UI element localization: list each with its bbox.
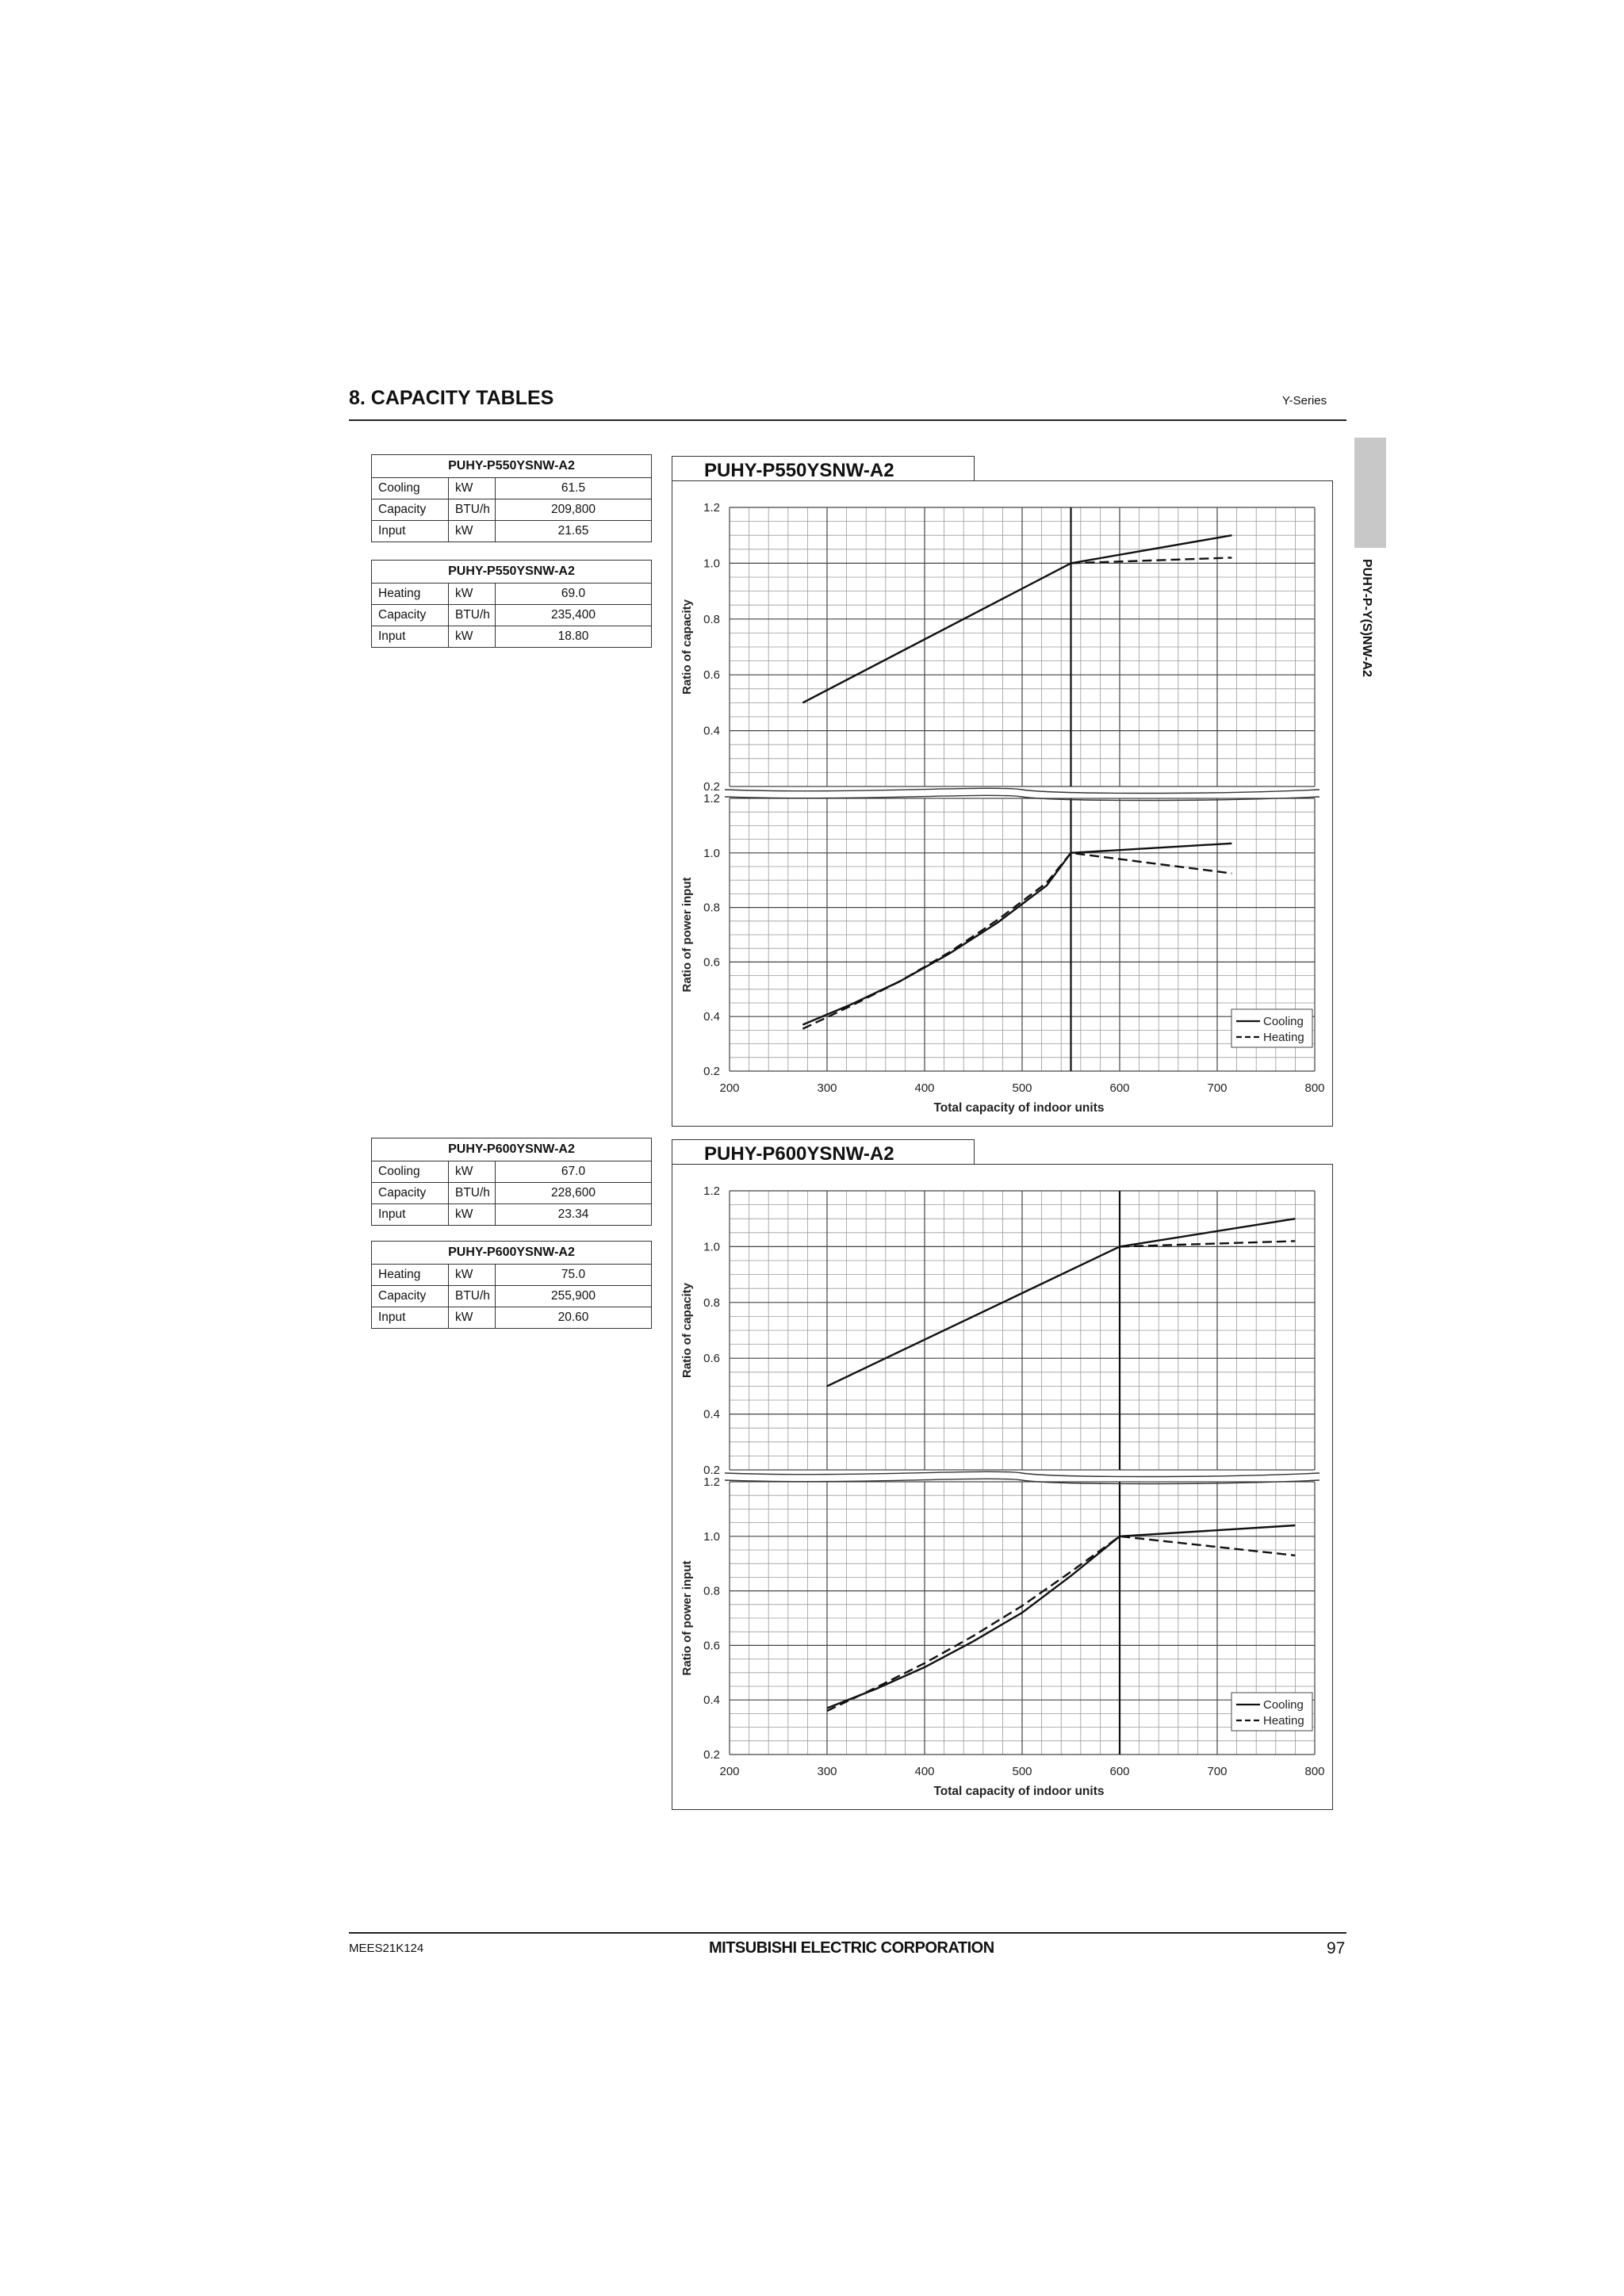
row-unit: BTU/h <box>449 499 496 521</box>
row-value: 21.65 <box>496 521 652 542</box>
y-tick-label: 0.4 <box>703 724 720 738</box>
row-label: Input <box>372 521 449 542</box>
x-tick-label: 800 <box>1304 1765 1325 1778</box>
row-label: Cooling <box>372 1161 449 1183</box>
spec-table-p600-heating <box>371 1241 652 1329</box>
side-tab <box>1354 438 1386 548</box>
y-axis-label: Ratio of capacity <box>680 599 694 695</box>
chart-panel-power-input <box>680 1475 1315 1762</box>
series-label: Y-Series <box>1282 394 1327 408</box>
x-tick-label: 400 <box>914 1765 935 1778</box>
table-row <box>372 478 652 499</box>
row-value: 23.34 <box>496 1204 652 1226</box>
legend-label: Cooling <box>1263 1698 1304 1712</box>
spec-table-p550-cooling <box>371 454 652 542</box>
x-tick-label: 500 <box>1012 1765 1032 1778</box>
chart-panel-capacity <box>680 501 1315 794</box>
table-row <box>372 1265 652 1286</box>
row-value: 235,400 <box>496 605 652 626</box>
y-tick-label: 1.0 <box>703 846 720 860</box>
chart-panel-capacity <box>680 1184 1315 1477</box>
capacity-chart-p550 <box>672 481 1334 1127</box>
y-tick-label: 0.4 <box>703 1693 720 1708</box>
row-unit: kW <box>449 584 496 605</box>
y-tick-label: 0.8 <box>703 901 720 915</box>
y-tick-label: 1.2 <box>703 1184 720 1198</box>
row-label: Capacity <box>372 1286 449 1307</box>
y-tick-label: 0.6 <box>703 1352 720 1366</box>
table-row <box>372 1307 652 1329</box>
company-name: MITSUBISHI ELECTRIC CORPORATION <box>709 1939 994 1957</box>
capacity-chart-p600 <box>672 1165 1334 1811</box>
row-unit: kW <box>449 1204 496 1226</box>
chart-title: PUHY-P600YSNW-A2 <box>672 1139 975 1165</box>
row-value: 61.5 <box>496 478 652 499</box>
spec-table-p550-heating <box>371 560 652 648</box>
row-label: Capacity <box>372 1183 449 1204</box>
footer-divider <box>349 1932 1346 1934</box>
row-value: 255,900 <box>496 1286 652 1307</box>
row-unit: kW <box>449 478 496 499</box>
y-tick-label: 1.2 <box>703 1475 720 1489</box>
x-axis-label: Total capacity of indoor units <box>933 1785 1105 1798</box>
y-tick-label: 0.8 <box>703 612 720 626</box>
series-line-heating <box>802 853 1231 1029</box>
row-label: Heating <box>372 584 449 605</box>
row-label: Capacity <box>372 605 449 626</box>
x-tick-label: 500 <box>1012 1081 1032 1095</box>
chart-panel-power-input <box>680 792 1315 1078</box>
spec-table-model: PUHY-P600YSNW-A2 <box>372 1242 652 1265</box>
y-tick-label: 0.6 <box>703 955 720 970</box>
x-tick-label: 300 <box>817 1765 837 1778</box>
x-tick-label: 600 <box>1109 1765 1130 1778</box>
chart-legend <box>1231 1009 1312 1047</box>
y-tick-label: 0.2 <box>703 1464 720 1477</box>
y-tick-label: 0.6 <box>703 1639 720 1653</box>
y-tick-label: 0.6 <box>703 668 720 683</box>
table-row <box>372 1286 652 1307</box>
y-tick-label: 1.2 <box>703 501 720 515</box>
row-label: Cooling <box>372 478 449 499</box>
y-tick-label: 1.0 <box>703 1529 720 1544</box>
row-value: 75.0 <box>496 1265 652 1286</box>
row-unit: kW <box>449 521 496 542</box>
x-tick-label: 200 <box>719 1765 740 1778</box>
row-unit: kW <box>449 1265 496 1286</box>
table-row <box>372 1204 652 1226</box>
row-label: Input <box>372 626 449 648</box>
row-value: 209,800 <box>496 499 652 521</box>
table-row <box>372 626 652 648</box>
chart-legend <box>1231 1693 1312 1731</box>
y-tick-label: 1.0 <box>703 557 720 571</box>
y-tick-label: 0.2 <box>703 780 720 794</box>
header-divider <box>349 419 1346 421</box>
row-label: Input <box>372 1307 449 1329</box>
spec-table-model: PUHY-P600YSNW-A2 <box>372 1138 652 1161</box>
y-axis-label: Ratio of capacity <box>680 1282 694 1379</box>
spec-table-model: PUHY-P550YSNW-A2 <box>372 455 652 478</box>
row-value: 228,600 <box>496 1183 652 1204</box>
chart-title: PUHY-P550YSNW-A2 <box>672 456 975 481</box>
row-unit: kW <box>449 626 496 648</box>
table-row <box>372 1183 652 1204</box>
y-tick-label: 1.0 <box>703 1240 720 1254</box>
chart-frame <box>672 1164 1333 1810</box>
x-tick-label: 200 <box>719 1081 740 1095</box>
y-tick-label: 0.4 <box>703 1407 720 1422</box>
y-axis-label: Ratio of power input <box>680 877 694 993</box>
table-row <box>372 584 652 605</box>
row-value: 69.0 <box>496 584 652 605</box>
table-row <box>372 499 652 521</box>
spec-table-model: PUHY-P550YSNW-A2 <box>372 561 652 584</box>
x-tick-label: 600 <box>1109 1081 1130 1095</box>
legend-label: Heating <box>1263 1031 1304 1044</box>
chart-frame <box>672 480 1333 1127</box>
row-value: 20.60 <box>496 1307 652 1329</box>
y-tick-label: 1.2 <box>703 792 720 806</box>
y-tick-label: 0.2 <box>703 1748 720 1762</box>
x-tick-label: 700 <box>1207 1081 1228 1095</box>
row-value: 18.80 <box>496 626 652 648</box>
y-tick-label: 0.8 <box>703 1295 720 1310</box>
x-tick-label: 800 <box>1304 1081 1325 1095</box>
x-tick-label: 400 <box>914 1081 935 1095</box>
spec-table-p600-cooling <box>371 1138 652 1226</box>
page-number: 97 <box>1327 1939 1346 1957</box>
table-row <box>372 521 652 542</box>
document-code: MEES21K124 <box>349 1942 424 1955</box>
y-tick-label: 0.2 <box>703 1065 720 1078</box>
table-row <box>372 605 652 626</box>
row-unit: kW <box>449 1161 496 1183</box>
row-unit: kW <box>449 1307 496 1329</box>
x-tick-label: 300 <box>817 1081 837 1095</box>
row-label: Input <box>372 1204 449 1226</box>
row-unit: BTU/h <box>449 1183 496 1204</box>
row-value: 67.0 <box>496 1161 652 1183</box>
legend-label: Cooling <box>1263 1015 1304 1028</box>
row-unit: BTU/h <box>449 1286 496 1307</box>
x-tick-label: 700 <box>1207 1765 1228 1778</box>
legend-label: Heating <box>1263 1714 1304 1728</box>
y-tick-label: 0.8 <box>703 1584 720 1598</box>
table-row <box>372 1161 652 1183</box>
section-title: 8. CAPACITY TABLES <box>349 387 554 409</box>
row-unit: BTU/h <box>449 605 496 626</box>
x-axis-label: Total capacity of indoor units <box>933 1101 1105 1115</box>
row-label: Capacity <box>372 499 449 521</box>
y-tick-label: 0.4 <box>703 1010 720 1024</box>
y-axis-label: Ratio of power input <box>680 1560 694 1676</box>
row-label: Heating <box>372 1265 449 1286</box>
side-tab-label: PUHY-P-Y(S)NW-A2 <box>1360 559 1373 678</box>
